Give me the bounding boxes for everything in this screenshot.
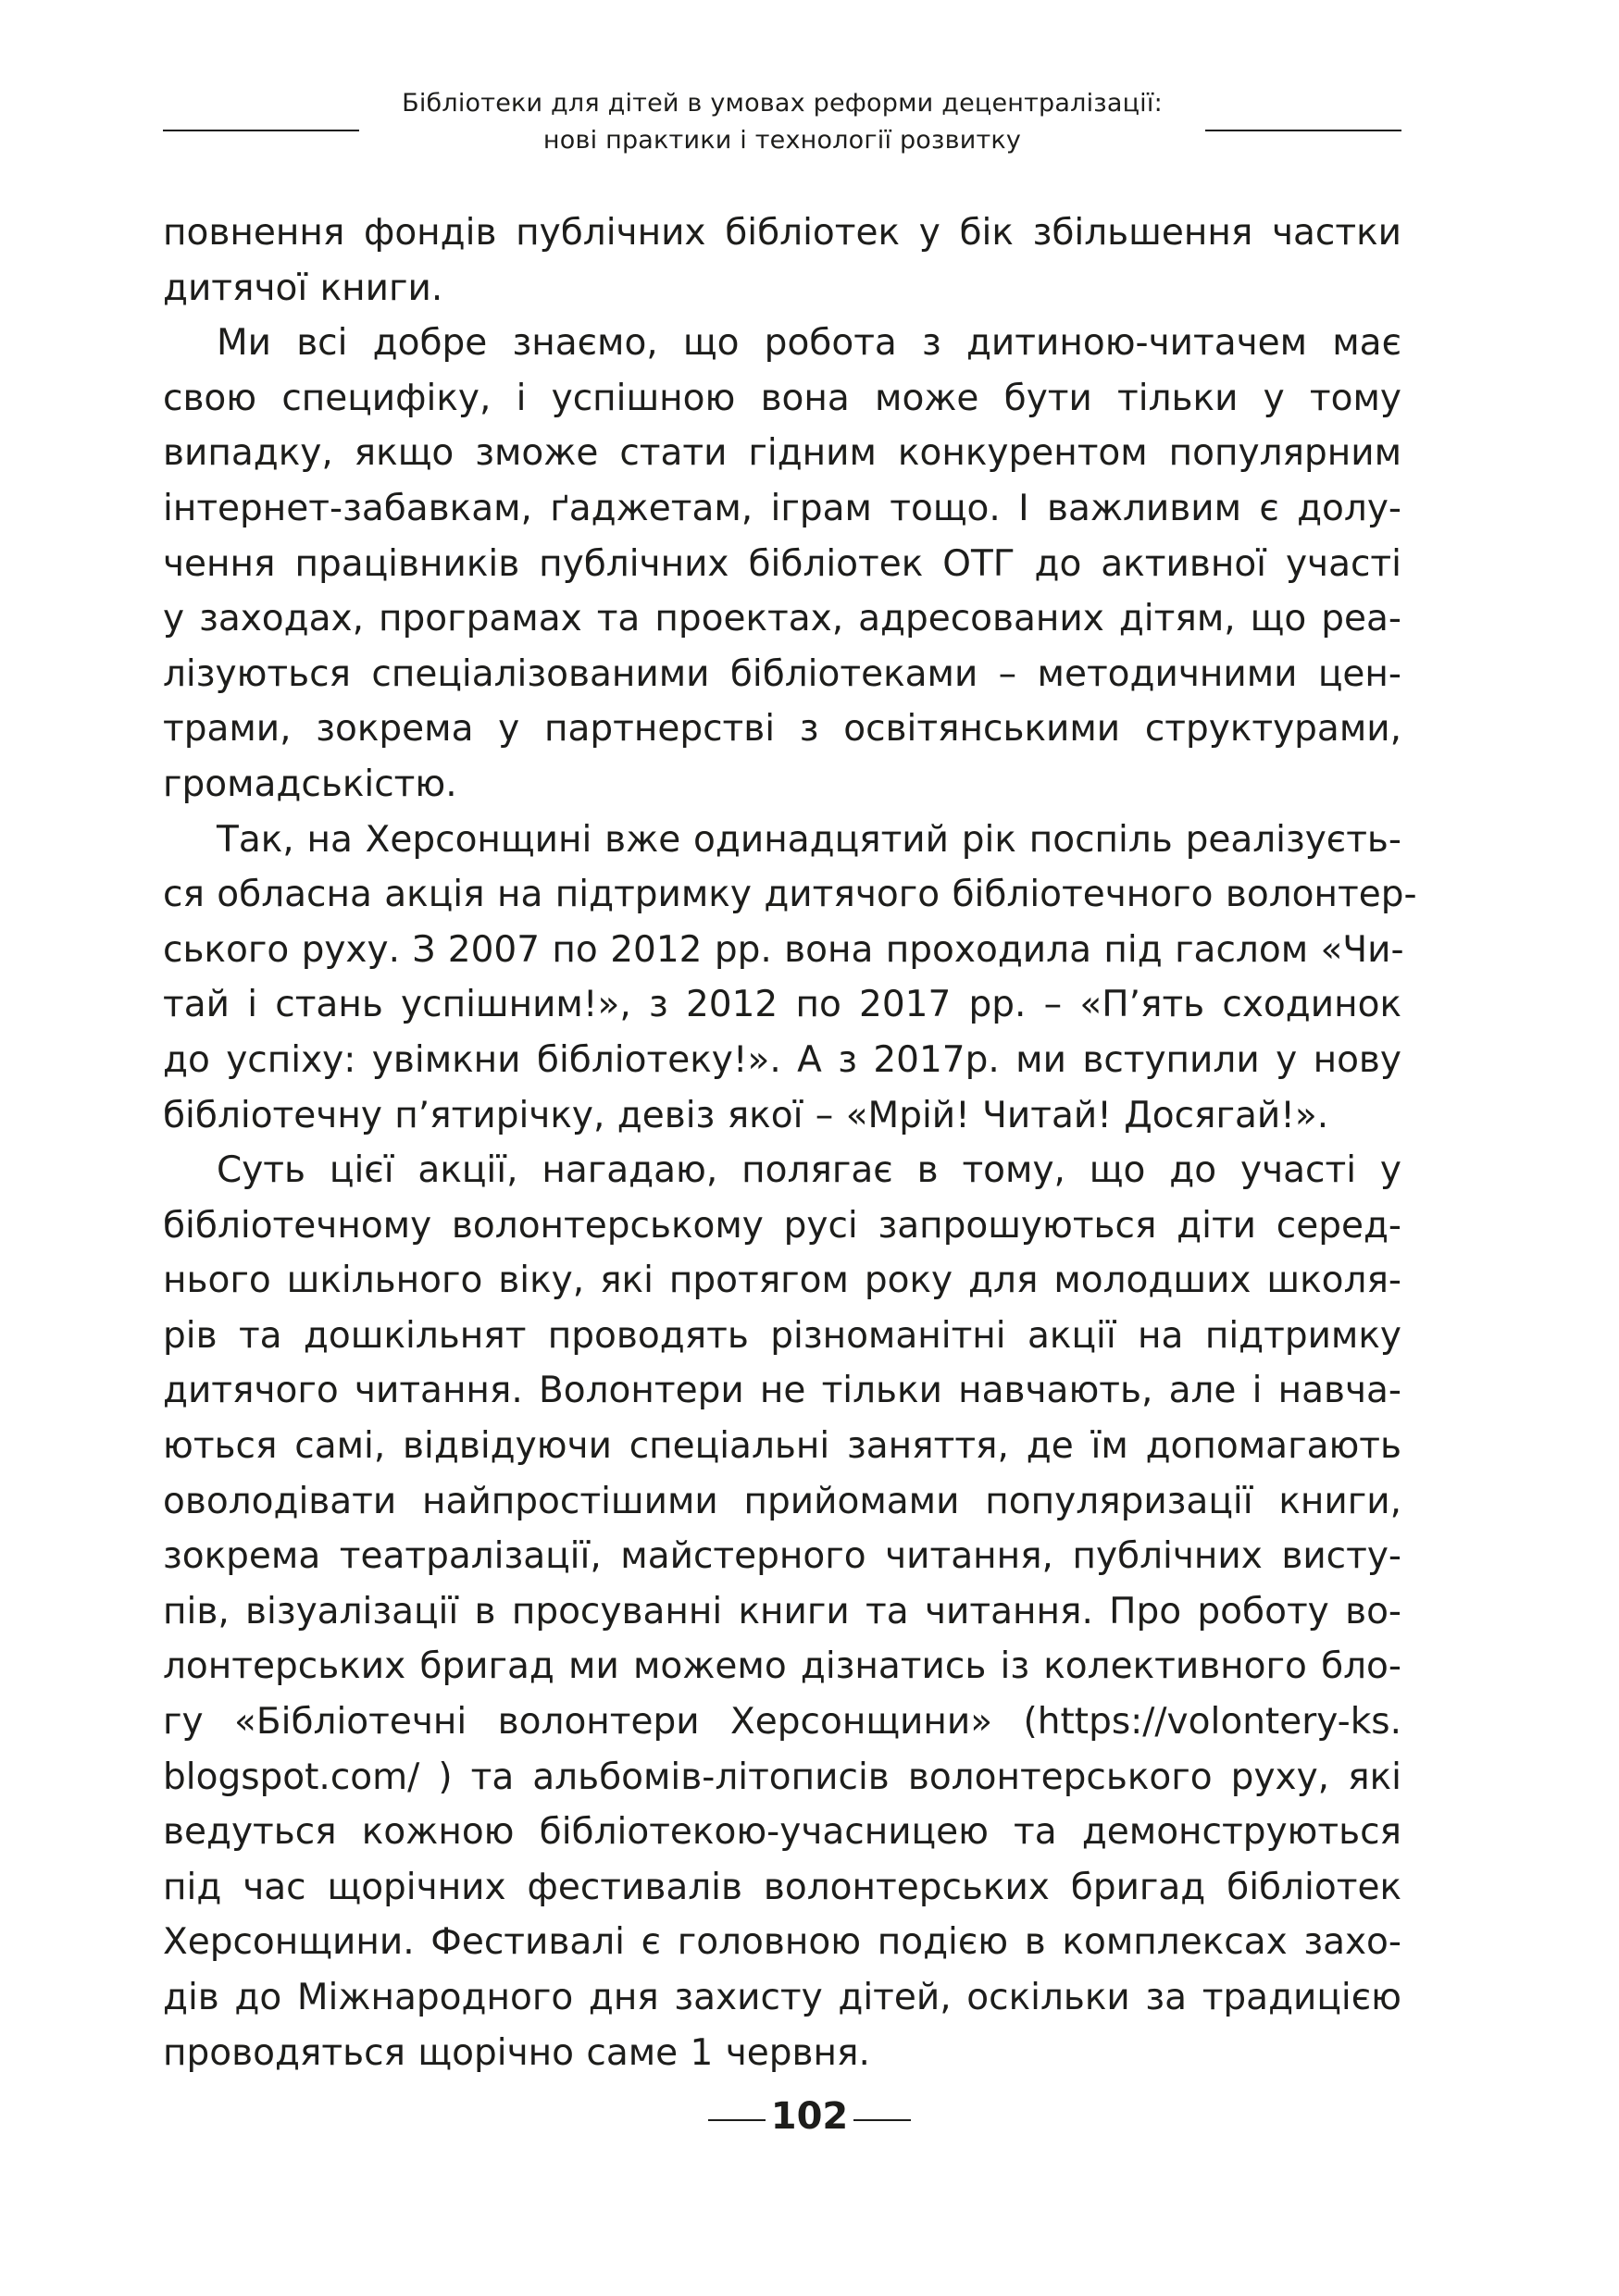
- text-line: інтернет-забавкам, ґаджетам, іграм тощо. І важливим є долу-: [163, 487, 1401, 529]
- text-line: проводяться щорічно саме 1 червня.: [163, 2031, 870, 2074]
- text-line: рів та дошкільнят проводять різноманітні акції на підтримку: [163, 1314, 1401, 1357]
- text-line: ся обласна акція на підтримку дитячого бібліотечного волонтер-: [163, 874, 1417, 916]
- page-number: 102: [770, 2095, 849, 2138]
- text-line: до успіху: увімкни бібліотеку!». А з 2017р. ми вступили у нову: [163, 1038, 1401, 1081]
- running-header-title: [359, 85, 1205, 159]
- paragraph: [163, 316, 1401, 812]
- running-header-line-1: Бібліотеки для дітей в умовах реформи децентралізації:: [402, 89, 1163, 118]
- page-number-footer: [0, 2093, 1619, 2140]
- body-text: [163, 205, 1417, 2080]
- text-line: тай і стань успішним!», з 2012 по 2017 рр. – «П’ять сходинок: [163, 984, 1401, 1026]
- running-header: [163, 85, 1401, 168]
- text-line: свою специфіку, і успішною вона може бути тільки у тому: [163, 377, 1401, 419]
- text-line: зокрема театралізації, майстерного читання, публічних висту-: [163, 1535, 1401, 1578]
- text-line: дитячого читання. Волонтери не тільки навчають, але і навча-: [163, 1370, 1401, 1412]
- text-line: повнення фондів публічних бібліотек у бік збільшення частки: [163, 212, 1401, 254]
- header-rule-left: [163, 130, 359, 131]
- text-line: бібліотечну п’ятирічку, девіз якої – «Мрій! Читай! Досягай!».: [163, 1094, 1329, 1136]
- text-line: оволодівати найпростішими прийомами популяризації книги,: [163, 1480, 1401, 1522]
- footer-rule-left: [708, 2119, 766, 2121]
- text-line: бібліотечному волонтерському русі запрошуються діти серед-: [163, 1204, 1401, 1247]
- text-line: під час щорічних фестивалів волонтерських бригад бібліотек: [163, 1866, 1401, 1908]
- text-line: громадськістю.: [163, 763, 457, 805]
- paragraph: [163, 205, 1401, 316]
- text-line: трами, зокрема у партнерстві з освітянськими структурами,: [163, 708, 1401, 751]
- running-header-line-2: нові практики і технології розвитку: [542, 126, 1022, 155]
- text-line: ського руху. З 2007 по 2012 рр. вона проходила під гаслом «Чи-: [163, 928, 1404, 971]
- text-line: blogspot.com/ ) та альбомів-літописів волонтерського руху, які: [163, 1756, 1401, 1798]
- text-line: чення працівників публічних бібліотек ОТГ до активної участі: [163, 542, 1401, 585]
- text-line: Так, на Херсонщині вже одинадцятий рік поспіль реалізуєть-: [217, 818, 1401, 861]
- text-line: Херсонщини. Фестивалі є головною подією в комплексах захо-: [163, 1921, 1401, 1964]
- text-line: пів, візуалізації в просуванні книги та читання. Про роботу во-: [163, 1590, 1401, 1632]
- header-rule-right: [1205, 130, 1401, 131]
- paragraph: [163, 813, 1417, 1144]
- text-line: лонтерських бригад ми можемо дізнатись із колективного бло-: [163, 1645, 1401, 1688]
- text-line: ються самі, відвідуючи спеціальні заняття, де їм допомагають: [163, 1425, 1401, 1468]
- paragraph: [163, 1143, 1401, 2080]
- footer-rule-right: [853, 2119, 911, 2121]
- text-line: дів до Міжнародного дня захисту дітей, оскільки за традицією: [163, 1977, 1401, 2018]
- text-line: Суть цієї акції, нагадаю, полягає в тому, що до участі у: [217, 1149, 1401, 1192]
- text-line: у заходах, програмах та проектах, адресованих дітям, що реа-: [163, 598, 1401, 640]
- text-line: дитячої книги.: [163, 267, 443, 309]
- text-line: гу «Бібліотечні волонтери Херсонщини» (https://volontery-ks.: [163, 1701, 1401, 1744]
- text-line: ведуться кожною бібліотекою-учасницею та демонструються: [163, 1811, 1401, 1854]
- text-line: Ми всі добре знаємо, що робота з дитиною-читачем має: [217, 322, 1401, 365]
- text-line: випадку, якщо зможе стати гідним конкурентом популярним: [163, 432, 1401, 475]
- text-line: нього шкільного віку, які протягом року для молодших школя-: [163, 1260, 1401, 1302]
- text-line: лізуються спеціалізованими бібліотеками – методичними цен-: [163, 652, 1401, 695]
